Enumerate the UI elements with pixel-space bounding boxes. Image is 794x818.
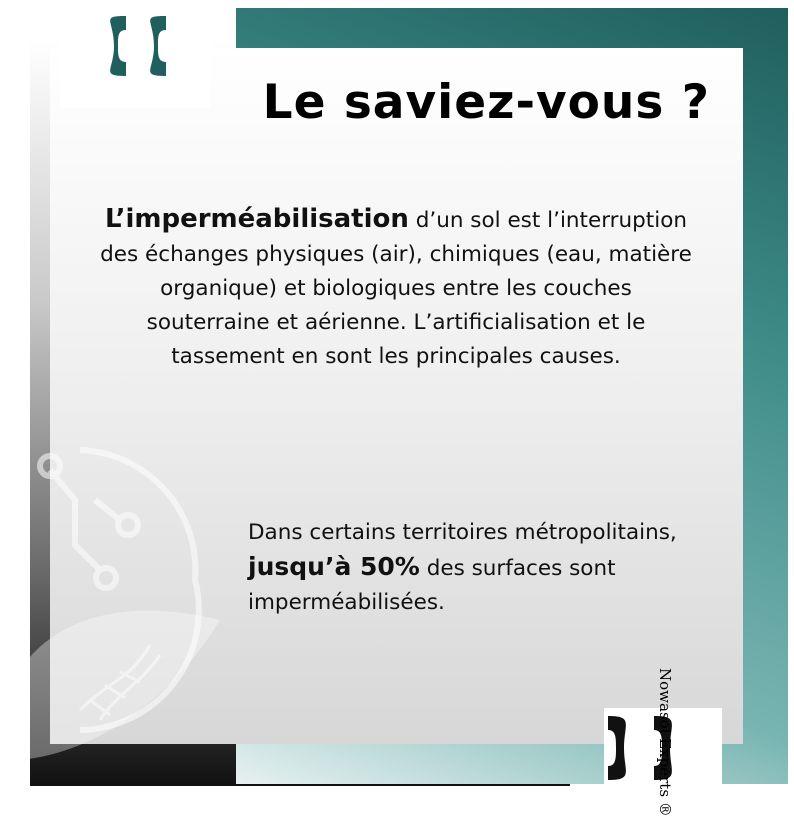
definition-paragraph — [96, 202, 696, 374]
soil-dna-logo-icon — [20, 430, 220, 760]
definition-text: d’un sol est l’interruption des échanges physiques (air), chimiques (eau, matière organique) et biologiques entre les couches souterraine et aérienne. L’artificialisation et le tassement en sont les principales causes. — [100, 208, 692, 369]
statistic-paragraph — [248, 516, 708, 620]
page-title: Le saviez-vous ? — [262, 75, 710, 130]
statistic-emphasis: jusqu’à 50% — [248, 552, 420, 581]
open-quote-icon — [60, 0, 210, 108]
statistic-text-before: Dans certains territoires métropolitains, — [248, 520, 677, 545]
brand-label: Nowasol Experts ® — [656, 668, 674, 817]
open-quote-box — [60, 0, 210, 108]
definition-term: L’imperméabilisation — [105, 204, 409, 234]
statistic-text-after: des surfaces sont imperméabilisées. — [248, 556, 616, 615]
